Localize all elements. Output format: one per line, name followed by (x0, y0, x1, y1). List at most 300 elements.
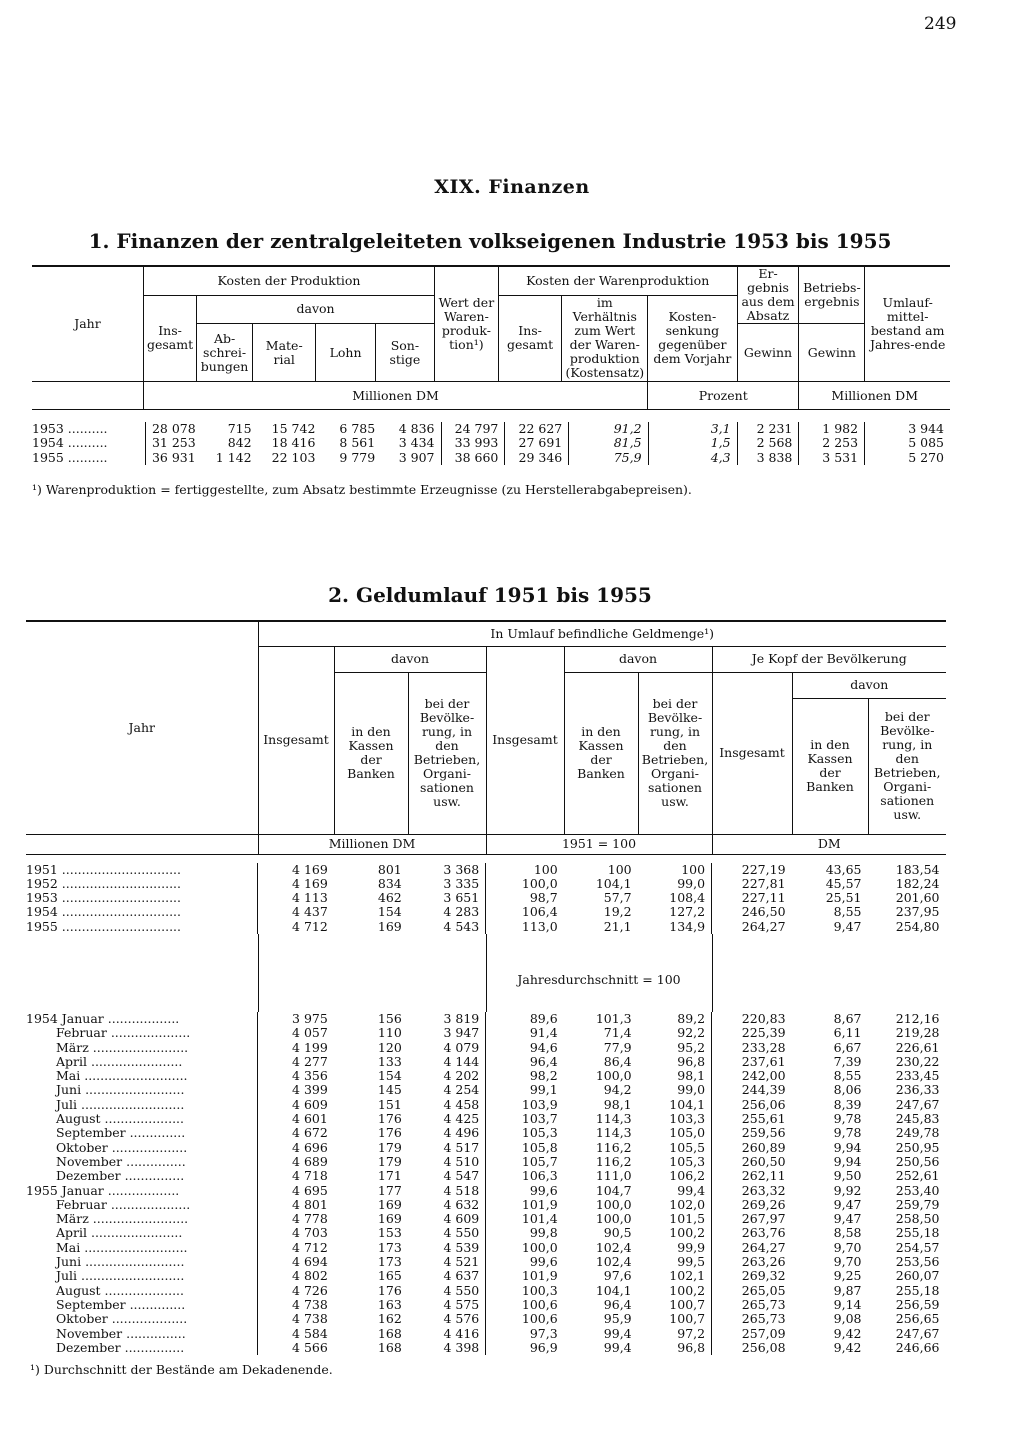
t2-monthly-cell: 89,6 (486, 1012, 564, 1026)
t1-betriebsergebnis: Betriebs-ergebnis (799, 267, 865, 324)
t2-monthly-cell: 110 (377, 1025, 402, 1041)
t2-monthly-row (26, 1284, 946, 1298)
t2-annual-cell: 106,4 (486, 905, 564, 919)
t2-annual-cell: 4 169 (258, 863, 334, 877)
t2-monthly-cell: 94,6 (486, 1041, 564, 1055)
t2-monthly-cell: 100,6 (486, 1298, 564, 1312)
t2-monthly-row (26, 1055, 946, 1069)
t2-monthly-cell: 97,2 (677, 1325, 706, 1341)
t2-monthly-row-label: August .................... (56, 1111, 185, 1127)
t2-monthly-cell: 4 277 (258, 1055, 334, 1069)
t2-monthly-cell: 4 637 (443, 1268, 480, 1284)
t2-insgesamt3: Insgesamt (712, 672, 792, 834)
t2-jahr-header: Jahr (128, 719, 155, 735)
t2-monthly-cell: 4 712 (258, 1241, 334, 1255)
t2-annual-cell: 9,47 (833, 918, 862, 934)
t2-monthly-cell: 247,67 (895, 1325, 940, 1341)
t2-annual-cell: 154 (377, 904, 402, 920)
t2-monthly-cell: 4 496 (443, 1125, 480, 1141)
t2-monthly-cell: 233,28 (712, 1041, 792, 1055)
t2-monthly-cell: 4 539 (443, 1239, 480, 1255)
t2-annual-cell: 108,4 (669, 890, 706, 906)
t2-monthly-cell: 4 576 (443, 1311, 480, 1327)
table1-body (32, 422, 950, 465)
t2-monthly-cell: 9,92 (833, 1182, 862, 1198)
t2-monthly-cell: 252,61 (895, 1168, 940, 1184)
t2-monthly-cell: 99,6 (486, 1255, 564, 1269)
t2-annual-cell: 19,2 (603, 904, 632, 920)
t2-monthly-row (26, 1327, 946, 1341)
t2-annual-row (26, 920, 946, 934)
t2-monthly-cell: 244,39 (712, 1083, 792, 1097)
t2-monthly-cell: 97,3 (486, 1327, 564, 1341)
t2-monthly-cell: 9,50 (833, 1168, 862, 1184)
t2-monthly-cell: 100,7 (669, 1296, 706, 1312)
t2-monthly-cell: 220,83 (712, 1012, 792, 1026)
t2-monthly-cell: 168 (377, 1339, 402, 1355)
t2-annual-row-label: 1953 .............................. (26, 890, 181, 906)
t2-monthly-cell: 100,0 (486, 1241, 564, 1255)
t2-annual-cell: 127,2 (669, 904, 706, 920)
t2-annual-cell: 104,1 (595, 875, 632, 891)
t1-row (32, 422, 950, 436)
t2-monthly-cell: 6,11 (833, 1025, 862, 1041)
t2-monthly-cell: 99,1 (486, 1083, 564, 1097)
t2-annual-cell: 183,54 (895, 861, 940, 877)
t2-monthly-cell: 103,7 (486, 1112, 564, 1126)
t2-monthly-cell: 99,0 (677, 1082, 706, 1098)
t2-monthly-cell: 4 517 (443, 1139, 480, 1155)
t2-davon1: davon (334, 646, 486, 672)
t2-monthly-row-label: April ....................... (56, 1225, 183, 1241)
t1-cell: 38 660 (441, 451, 505, 465)
t1-cell: 27 691 (505, 436, 569, 450)
t1-cell: 31 253 (145, 436, 201, 450)
t2-monthly-cell: 265,05 (712, 1284, 792, 1298)
t2-annual-cell: 182,24 (895, 875, 940, 891)
t2-monthly-cell: 4 254 (443, 1082, 480, 1098)
t1-kosten-produktion: Kosten der Produktion (143, 267, 434, 295)
t2-monthly-row (26, 1069, 946, 1083)
t2-monthly-cell: 255,61 (712, 1112, 792, 1126)
t2-monthly-cell: 245,83 (895, 1111, 940, 1127)
t2-monthly-row-label: Juli .......................... (56, 1096, 185, 1112)
t1-cell: 22 103 (271, 449, 316, 465)
t1-cell: 5 085 (865, 436, 950, 450)
t2-monthly-cell: 4 609 (258, 1098, 334, 1112)
t1-ergebnis-absatz: Er-gebnis aus dem Absatz (737, 267, 799, 324)
t2-monthly-cell: 9,70 (833, 1239, 862, 1255)
t1-unit-mio2: Millionen DM (799, 382, 950, 410)
t2-monthly-cell: 169 (377, 1196, 402, 1212)
t2-annual-cell: 57,7 (603, 890, 632, 906)
t2-monthly-cell: 4 718 (258, 1169, 334, 1183)
t2-monthly-cell: 104,1 (595, 1282, 632, 1298)
t2-monthly-cell: 104,1 (669, 1096, 706, 1112)
t2-monthly-cell: 94,2 (603, 1082, 632, 1098)
t1-gewinn2: Gewinn (799, 324, 865, 382)
t1-cell: 9 779 (339, 449, 376, 465)
t1-cell: 4,3 (648, 451, 737, 465)
t2-monthly-cell: 225,39 (712, 1026, 792, 1040)
t2-monthly-cell: 100,6 (486, 1312, 564, 1326)
t2-monthly-cell: 4 416 (443, 1325, 480, 1341)
t2-monthly-cell: 100,0 (595, 1211, 632, 1227)
t2-monthly-cell: 7,39 (833, 1053, 862, 1069)
t2-monthly-cell: 99,5 (677, 1254, 706, 1270)
t2-monthly-row (26, 1169, 946, 1183)
t2-annual-cell: 4 712 (258, 920, 334, 934)
t2-monthly-cell: 120 (377, 1039, 402, 1055)
t1-cell: 3,1 (648, 422, 737, 436)
t2-monthly-cell: 4 632 (443, 1196, 480, 1212)
t2-monthly-cell: 264,27 (712, 1241, 792, 1255)
t2-monthly-cell: 226,61 (895, 1039, 940, 1055)
t2-monthly-cell: 102,4 (595, 1254, 632, 1270)
t2-monthly-row-label: November ............... (56, 1153, 186, 1169)
t2-monthly-cell: 98,1 (677, 1068, 706, 1084)
t2-annual-cell: 201,60 (895, 890, 940, 906)
t2-monthly-cell: 250,95 (895, 1139, 940, 1155)
t1-davon: davon (197, 295, 435, 324)
t2-monthly-row-label: Oktober ................... (56, 1139, 188, 1155)
table2 (26, 620, 946, 1355)
t2-monthly-cell: 236,33 (895, 1082, 940, 1098)
t2-monthly-cell: 177 (377, 1182, 402, 1198)
t2-monthly-cell: 256,59 (895, 1296, 940, 1312)
t2-monthly-cell: 4 398 (443, 1339, 480, 1355)
t2-monthly-row (26, 1098, 946, 1112)
table2-footnote: ¹) Durchschnitt der Bestände am Dekadenende. (30, 1362, 333, 1377)
t2-monthly-row (26, 1112, 946, 1126)
t2-davon3: davon (792, 672, 946, 698)
t2-annual-cell: 834 (377, 875, 402, 891)
t1-cell: 2 231 (737, 422, 799, 436)
t2-annual-cell: 227,11 (712, 891, 792, 905)
t2-monthly-cell: 3 975 (258, 1012, 334, 1026)
t2-monthly-cell: 102,0 (669, 1196, 706, 1212)
t2-monthly-cell: 105,0 (669, 1125, 706, 1141)
t2-monthly-cell: 116,2 (595, 1153, 632, 1169)
t2-monthly-cell: 105,7 (486, 1155, 564, 1169)
t2-monthly-cell: 4 672 (258, 1126, 334, 1140)
t2-monthly-cell: 4 356 (258, 1069, 334, 1083)
t1-cell: 24 797 (441, 422, 505, 436)
t2-annual-cell: 134,9 (669, 918, 706, 934)
t2-monthly-cell: 171 (377, 1168, 402, 1184)
t2-monthly-cell: 4 057 (258, 1026, 334, 1040)
t2-monthly-cell: 96,4 (486, 1055, 564, 1069)
t1-cell: 715 (227, 421, 252, 436)
t2-monthly-cell: 103,9 (486, 1098, 564, 1112)
t2-monthly-cell: 262,11 (712, 1169, 792, 1183)
t2-monthly-cell: 4 202 (443, 1068, 480, 1084)
t1-cell: 18 416 (271, 435, 316, 451)
t2-monthly-row-label: Juli .......................... (56, 1268, 185, 1284)
t2-monthly-cell: 4 079 (443, 1039, 480, 1055)
t2-monthly-row (26, 1341, 946, 1355)
t2-monthly-row-label: Juni ......................... (56, 1082, 185, 1098)
t1-cell: 8 561 (339, 435, 376, 451)
t2-monthly-row-label: März ........................ (56, 1211, 189, 1227)
t2-monthly-cell: 4 521 (443, 1254, 480, 1270)
t2-monthly-cell: 96,9 (486, 1341, 564, 1355)
t2-monthly-cell: 260,50 (712, 1155, 792, 1169)
t2-annual-row-label: 1952 .............................. (26, 875, 181, 891)
t1-cell: 1 982 (799, 422, 865, 436)
t2-monthly-row-label: Oktober ................... (56, 1311, 188, 1327)
t1-row (32, 436, 950, 450)
t2-monthly-cell: 96,8 (677, 1339, 706, 1355)
t2-monthly-cell: 176 (377, 1282, 402, 1298)
t1-kostensatz: im Verhältnis zum Wert der Waren-produktion (Kostensatz) (562, 295, 648, 382)
t2-monthly-cell: 237,61 (712, 1055, 792, 1069)
t1-jahr-header: Jahr (74, 316, 101, 331)
t2-monthly-row (26, 1083, 946, 1097)
t2-monthly-cell: 4 778 (258, 1212, 334, 1226)
t1-cell: 842 (227, 435, 252, 451)
t2-monthly-cell: 269,26 (712, 1198, 792, 1212)
t2-monthly-cell: 9,47 (833, 1196, 862, 1212)
t2-annual-cell: 4 283 (443, 904, 480, 920)
t2-monthly-cell: 250,56 (895, 1153, 940, 1169)
t2-monthly-cell: 99,6 (486, 1184, 564, 1198)
t2-monthly-cell: 101,9 (486, 1198, 564, 1212)
t2-monthly-cell: 246,66 (895, 1339, 940, 1355)
t2-monthly-cell: 105,5 (669, 1139, 706, 1155)
t2-insgesamt2: Insgesamt (486, 646, 564, 834)
t2-annual-cell: 227,81 (712, 877, 792, 891)
t2-monthly-cell: 4 696 (258, 1141, 334, 1155)
t2-annual-cell: 801 (377, 861, 402, 877)
t2-monthly-cell: 9,94 (833, 1153, 862, 1169)
t2-monthly-cell: 100,2 (669, 1282, 706, 1298)
t2-kassen3: in den Kassen der Banken (792, 698, 868, 834)
t2-annual-cell: 100 (607, 861, 632, 877)
t2-monthly-cell: 263,32 (712, 1184, 792, 1198)
t2-monthly-cell: 4 510 (443, 1153, 480, 1169)
t2-monthly-row (26, 1298, 946, 1312)
t1-cell: 3 838 (737, 451, 799, 465)
t2-annual-cell: 246,50 (712, 905, 792, 919)
t2-monthly-cell: 105,3 (669, 1153, 706, 1169)
t2-monthly-cell: 4 802 (258, 1269, 334, 1283)
t2-annual-cell: 4 437 (258, 905, 334, 919)
t2-monthly-cell: 4 550 (443, 1225, 480, 1241)
t2-monthly-cell: 4 425 (443, 1111, 480, 1127)
t1-cell: 3 944 (865, 422, 950, 436)
t2-monthly-cell: 4 547 (443, 1168, 480, 1184)
t2-monthly-row (26, 1012, 946, 1026)
t2-monthly-cell: 176 (377, 1125, 402, 1141)
t2-monthly-row-label: Mai .......................... (56, 1068, 188, 1084)
t1-cell: 22 627 (505, 422, 569, 436)
t2-monthly-cell: 247,67 (895, 1096, 940, 1112)
t1-abschreibungen: Ab-schrei-bungen (197, 324, 253, 382)
t1-row-label: 1953 .......... (32, 421, 108, 436)
t2-monthly-cell: 98,1 (603, 1096, 632, 1112)
t2-monthly-cell: 255,18 (895, 1225, 940, 1241)
t2-monthly-cell: 4 575 (443, 1296, 480, 1312)
t1-cell: 2 253 (799, 436, 865, 450)
t2-monthly-cell: 101,5 (669, 1211, 706, 1227)
t2-monthly-row (26, 1026, 946, 1040)
t2-monthly-cell: 163 (377, 1296, 402, 1312)
t2-monthly-cell: 4 609 (443, 1211, 480, 1227)
t1-lohn: Lohn (316, 324, 375, 382)
t2-annual-row-label: 1955 .............................. (26, 918, 181, 934)
t2-monthly-cell: 92,2 (677, 1025, 706, 1041)
t2-annual-cell: 227,19 (712, 863, 792, 877)
t2-monthly-row (26, 1312, 946, 1326)
t2-kassen2: in den Kassen der Banken (564, 672, 638, 834)
t2-annual-cell: 100 (486, 863, 564, 877)
table1 (32, 265, 950, 465)
t1-row (32, 451, 950, 465)
t2-bevoelkerung3: bei der Bevölke-rung, in den Betrieben, Organi-sationen usw. (868, 698, 946, 834)
t2-monthly-cell: 259,56 (712, 1126, 792, 1140)
t2-davon2: davon (564, 646, 712, 672)
t1-cell: 29 346 (505, 451, 569, 465)
t2-annual-row (26, 877, 946, 891)
t2-unit-dm: DM (712, 834, 946, 854)
t2-monthly-cell: 9,78 (833, 1111, 862, 1127)
t2-annual-cell: 113,0 (486, 920, 564, 934)
t1-cell: 2 568 (737, 436, 799, 450)
t2-monthly-cell: 71,4 (603, 1025, 632, 1041)
t2-monthly-cell: 256,65 (895, 1311, 940, 1327)
t2-monthly-row (26, 1269, 946, 1283)
t2-monthly-cell: 253,40 (895, 1182, 940, 1198)
t1-cell: 1,5 (648, 436, 737, 450)
table1-title: 1. Finanzen der zentralgeleiteten volkseigenen Industrie 1953 bis 1955 (88, 229, 892, 253)
t2-monthly-cell: 260,89 (712, 1141, 792, 1155)
t2-monthly-cell: 259,79 (895, 1196, 940, 1212)
t2-monthly-cell: 89,2 (677, 1010, 706, 1026)
t2-monthly-cell: 99,4 (677, 1182, 706, 1198)
t2-monthly-cell: 4 689 (258, 1155, 334, 1169)
t2-annual-cell: 4 169 (258, 877, 334, 891)
t2-annual-cell: 462 (377, 890, 402, 906)
t1-cell: 1 142 (215, 449, 252, 465)
t2-monthly-cell: 212,16 (895, 1010, 940, 1026)
t2-monthly-cell: 258,50 (895, 1211, 940, 1227)
t2-annual-cell: 98,7 (486, 891, 564, 905)
t2-monthly-cell: 9,14 (833, 1296, 862, 1312)
t2-annual-cell: 3 335 (443, 875, 480, 891)
t2-annual-cell: 43,65 (825, 861, 862, 877)
t2-annual-cell: 169 (377, 918, 402, 934)
t2-monthly-cell: 151 (377, 1096, 402, 1112)
t2-monthly-cell: 233,45 (895, 1068, 940, 1084)
t2-monthly-cell: 100,7 (669, 1311, 706, 1327)
t2-annual-cell: 100 (681, 861, 706, 877)
t1-cell: 75,9 (569, 451, 648, 465)
t2-annual-cell: 3 651 (443, 890, 480, 906)
t2-monthly-cell: 8,67 (833, 1010, 862, 1026)
t2-monthly-cell: 99,4 (603, 1339, 632, 1355)
t2-monthly-cell: 105,3 (486, 1126, 564, 1140)
t1-unit-mio: Millionen DM (143, 382, 647, 410)
t2-annual-row (26, 905, 946, 919)
t1-umlaufmittel: Umlauf-mittel-bestand am Jahres-ende (865, 267, 950, 382)
t1-material: Mate-rial (253, 324, 316, 382)
t2-monthly-cell: 156 (377, 1010, 402, 1026)
t2-monthly-cell: 102,1 (669, 1268, 706, 1284)
t2-monthly-row (26, 1226, 946, 1240)
table2-title: 2. Geldumlauf 1951 bis 1955 (328, 583, 652, 607)
t2-monthly-cell: 173 (377, 1254, 402, 1270)
t2-monthly-cell: 9,25 (833, 1268, 862, 1284)
t1-cell: 3 907 (398, 449, 435, 465)
t2-monthly-row-label: Februar .................... (56, 1196, 191, 1212)
t2-monthly-cell: 253,56 (895, 1254, 940, 1270)
t2-monthly-cell: 257,09 (712, 1327, 792, 1341)
t1-row-label: 1955 .......... (32, 449, 108, 465)
t2-monthly-cell: 265,73 (712, 1312, 792, 1326)
t2-monthly-cell: 165 (377, 1268, 402, 1284)
t2-monthly-cell: 179 (377, 1153, 402, 1169)
t2-annual-cell: 254,80 (895, 918, 940, 934)
t2-monthly-cell: 230,22 (895, 1053, 940, 1069)
t2-monthly-cell: 153 (377, 1225, 402, 1241)
t2-monthly-row-label: September .............. (56, 1125, 186, 1141)
t1-unit-prozent: Prozent (648, 382, 799, 410)
t2-monthly-cell: 4 738 (258, 1312, 334, 1326)
t2-monthly-cell: 260,07 (895, 1268, 940, 1284)
t2-monthly-row-label: März ........................ (56, 1039, 189, 1055)
t1-cell: 6 785 (339, 421, 376, 436)
t2-monthly-cell: 96,4 (603, 1296, 632, 1312)
t1-cell: 91,2 (569, 422, 648, 436)
t2-monthly-cell: 4 695 (258, 1184, 334, 1198)
t2-annual-cell: 99,0 (677, 875, 706, 891)
t2-monthly-cell: 8,39 (833, 1096, 862, 1112)
t2-annual-cell: 25,51 (825, 890, 862, 906)
t2-monthly-cell: 4 694 (258, 1255, 334, 1269)
t2-monthly-cell: 106,3 (486, 1169, 564, 1183)
t2-monthly-cell: 97,6 (603, 1268, 632, 1284)
t2-monthly-cell: 4 584 (258, 1327, 334, 1341)
t2-monthly-cell: 145 (377, 1082, 402, 1098)
t2-monthly-cell: 90,5 (603, 1225, 632, 1241)
table2-monthly (26, 1012, 946, 1355)
t2-monthly-row (26, 1155, 946, 1169)
t2-annual-cell: 8,55 (833, 904, 862, 920)
t1-cell: 3 531 (799, 451, 865, 465)
t2-monthly-row (26, 1184, 946, 1198)
t2-kassen1: in den Kassen der Banken (334, 672, 408, 834)
t2-monthly-cell: 106,2 (669, 1168, 706, 1184)
t1-row-label: 1954 .......... (32, 435, 108, 451)
t2-annual-row (26, 891, 946, 905)
t2-monthly-cell: 269,32 (712, 1269, 792, 1283)
t2-monthly-row (26, 1141, 946, 1155)
t2-monthly-cell: 4 726 (258, 1284, 334, 1298)
t2-unit-index: 1951 = 100 (486, 834, 712, 854)
t1-sonstige: Son-stige (375, 324, 434, 382)
t1-gewinn1: Gewinn (737, 324, 799, 382)
t2-monthly-cell: 4 399 (258, 1083, 334, 1097)
t2-monthly-cell: 242,00 (712, 1069, 792, 1083)
t2-monthly-cell: 4 566 (258, 1341, 334, 1355)
t2-monthly-cell: 9,94 (833, 1139, 862, 1155)
t2-monthly-cell: 104,7 (595, 1182, 632, 1198)
t1-cell: 4 836 (398, 421, 435, 436)
t2-monthly-cell: 77,9 (603, 1039, 632, 1055)
t2-monthly-cell: 162 (377, 1311, 402, 1327)
t2-monthly-cell: 8,58 (833, 1225, 862, 1241)
